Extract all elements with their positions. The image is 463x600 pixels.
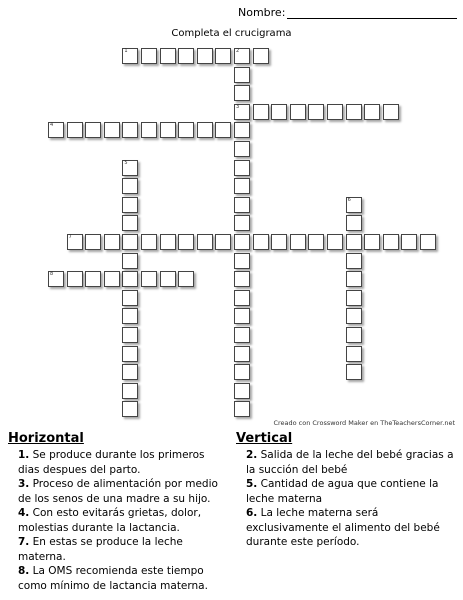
crossword-cell[interactable] [327, 234, 343, 250]
crossword-cell[interactable] [234, 327, 250, 343]
crossword-cell[interactable] [160, 122, 176, 138]
crossword-cell[interactable] [271, 234, 287, 250]
crossword-cell[interactable] [104, 271, 120, 287]
clue-number: 5. [246, 478, 258, 490]
crossword-cell[interactable] [67, 234, 83, 250]
crossword-cell[interactable] [346, 197, 362, 213]
crossword-cell[interactable] [122, 364, 138, 380]
clue-number: 6. [246, 507, 258, 519]
crossword-cell[interactable] [160, 234, 176, 250]
cell-number: 4 [50, 122, 54, 129]
crossword-cell[interactable] [346, 104, 362, 120]
crossword-cell[interactable] [364, 234, 380, 250]
clue-text: Con esto evitarás grietas, dolor, molestias durante la lactancia. [18, 507, 202, 534]
crossword-cell[interactable] [160, 271, 176, 287]
clue-text: Salida de la leche del bebé gracias a la succión del bebé [246, 449, 454, 476]
clue-text: La leche materna será exclusivamente el alimento del bebé durante este período. [246, 507, 440, 548]
crossword-cell[interactable] [346, 234, 362, 250]
crossword-cell[interactable] [234, 271, 250, 287]
page-title: Completa el crucigrama [171, 28, 292, 39]
crossword-cell[interactable] [215, 234, 231, 250]
crossword-cell[interactable] [346, 346, 362, 362]
crossword-cell[interactable] [122, 290, 138, 306]
crossword-cell[interactable] [234, 122, 250, 138]
crossword-cell[interactable] [364, 104, 380, 120]
cell-number: 8 [50, 271, 54, 278]
crossword-cell[interactable] [141, 48, 157, 64]
horizontal-clues [8, 431, 228, 593]
crossword-cell[interactable] [67, 271, 83, 287]
crossword-cell[interactable] [122, 346, 138, 362]
crossword-cell[interactable] [234, 215, 250, 231]
crossword-cell[interactable] [234, 141, 250, 157]
crossword-cell[interactable] [234, 197, 250, 213]
cell-number: 1 [124, 48, 128, 54]
crossword-cell[interactable] [104, 122, 120, 138]
crossword-cell[interactable] [234, 48, 250, 64]
cell-number: 7 [68, 234, 72, 240]
clue-h4 [8, 506, 228, 535]
crossword-cell[interactable] [122, 383, 138, 399]
clue-v5 [236, 477, 454, 506]
credit-text: Creado con Crossword Maker en TheTeachersCorner.net [273, 419, 455, 427]
crossword-cell[interactable] [48, 271, 64, 287]
crossword-cell[interactable] [234, 308, 250, 324]
clue-number: 1. [18, 449, 30, 461]
crossword-cell[interactable] [327, 104, 343, 120]
crossword-cell[interactable] [122, 401, 138, 417]
crossword-cell[interactable] [308, 234, 324, 250]
crossword-cell[interactable] [234, 364, 250, 380]
crossword-cell[interactable] [104, 234, 120, 250]
crossword-cell[interactable] [234, 346, 250, 362]
clue-h3 [8, 477, 228, 506]
crossword-cell[interactable] [122, 160, 138, 176]
crossword-cell[interactable] [253, 48, 269, 64]
crossword-cell[interactable] [178, 48, 194, 64]
crossword-cell[interactable] [234, 178, 250, 194]
crossword-cell[interactable] [67, 122, 83, 138]
clue-text: La OMS recomienda este tiempo como mínimo de lactancia materna. [18, 565, 208, 592]
crossword-cell[interactable] [346, 364, 362, 380]
crossword-cell[interactable] [160, 48, 176, 64]
crossword-cell[interactable] [178, 122, 194, 138]
crossword-cell[interactable] [178, 234, 194, 250]
crossword-cell[interactable] [346, 327, 362, 343]
crossword-cell[interactable] [48, 122, 64, 138]
name-label: Nombre: [238, 6, 286, 19]
vertical-heading: Vertical [236, 431, 293, 446]
clue-number: 8. [18, 565, 30, 577]
clue-number: 7. [18, 536, 30, 548]
crossword-cell[interactable] [85, 122, 101, 138]
clue-text: Se produce durante los primeros dias despues del parto. [18, 449, 205, 476]
clue-text: En estas se produce la leche materna. [18, 536, 183, 563]
crossword-cell[interactable] [420, 234, 436, 250]
crossword-cell[interactable] [234, 160, 250, 176]
crossword-cell[interactable] [253, 104, 269, 120]
clue-h1 [8, 448, 228, 477]
crossword-cell[interactable] [215, 122, 231, 138]
crossword-cell[interactable] [346, 253, 362, 269]
crossword-cell[interactable] [346, 290, 362, 306]
clue-h7 [8, 535, 228, 564]
crossword-cell[interactable] [383, 104, 399, 120]
cell-number: 5 [124, 159, 128, 166]
crossword-cell[interactable] [197, 122, 213, 138]
clue-number: 2. [246, 449, 258, 461]
crossword-cell[interactable] [85, 234, 101, 250]
crossword-cell[interactable] [215, 48, 231, 64]
crossword-cell[interactable] [234, 67, 250, 83]
crossword-cell[interactable] [271, 104, 287, 120]
crossword-cell[interactable] [197, 48, 213, 64]
crossword-cell[interactable] [346, 271, 362, 287]
crossword-cell[interactable] [141, 271, 157, 287]
crossword-cell[interactable] [85, 271, 101, 287]
crossword-cell[interactable] [122, 234, 138, 250]
cell-number: 2 [236, 48, 240, 54]
crossword-cell[interactable] [122, 271, 138, 287]
crossword-cell[interactable] [122, 253, 138, 269]
crossword-cell[interactable] [197, 234, 213, 250]
crossword-cell[interactable] [234, 234, 250, 250]
crossword-cell[interactable] [141, 234, 157, 250]
crossword-cell[interactable] [234, 401, 250, 417]
crossword-cell[interactable] [122, 197, 138, 213]
crossword-cell[interactable] [122, 327, 138, 343]
crossword-cell[interactable] [383, 234, 399, 250]
crossword-cell[interactable] [122, 48, 138, 64]
cell-number: 3 [236, 103, 240, 110]
crossword-cell[interactable] [290, 104, 306, 120]
crossword-cell[interactable] [253, 234, 269, 250]
crossword-cell[interactable] [234, 104, 250, 120]
vertical-clues [236, 431, 454, 550]
horizontal-heading: Horizontal [8, 431, 84, 446]
crossword-cell[interactable] [178, 271, 194, 287]
crossword-cell[interactable] [308, 104, 324, 120]
clue-text: Proceso de alimentación por medio de los senos de una madre a su hijo. [18, 478, 218, 505]
crossword-cell[interactable] [290, 234, 306, 250]
crossword-cell[interactable] [122, 308, 138, 324]
cell-number: 6 [347, 196, 351, 203]
crossword-cell[interactable] [122, 122, 138, 138]
crossword-cell[interactable] [346, 215, 362, 231]
clue-v6 [236, 506, 454, 550]
crossword-cell[interactable] [346, 308, 362, 324]
clue-number: 3. [18, 478, 30, 490]
clue-text: Cantidad de agua que contiene la leche materna [246, 478, 439, 505]
clue-h8 [8, 564, 228, 593]
crossword-cell[interactable] [234, 85, 250, 101]
crossword-cell[interactable] [234, 290, 250, 306]
crossword-cell[interactable] [234, 253, 250, 269]
clue-v2 [236, 448, 454, 477]
crossword-cell[interactable] [234, 383, 250, 399]
clue-number: 4. [18, 507, 30, 519]
crossword-cell[interactable] [122, 215, 138, 231]
crossword-cell[interactable] [122, 178, 138, 194]
crossword-cell[interactable] [401, 234, 417, 250]
crossword-cell[interactable] [141, 122, 157, 138]
